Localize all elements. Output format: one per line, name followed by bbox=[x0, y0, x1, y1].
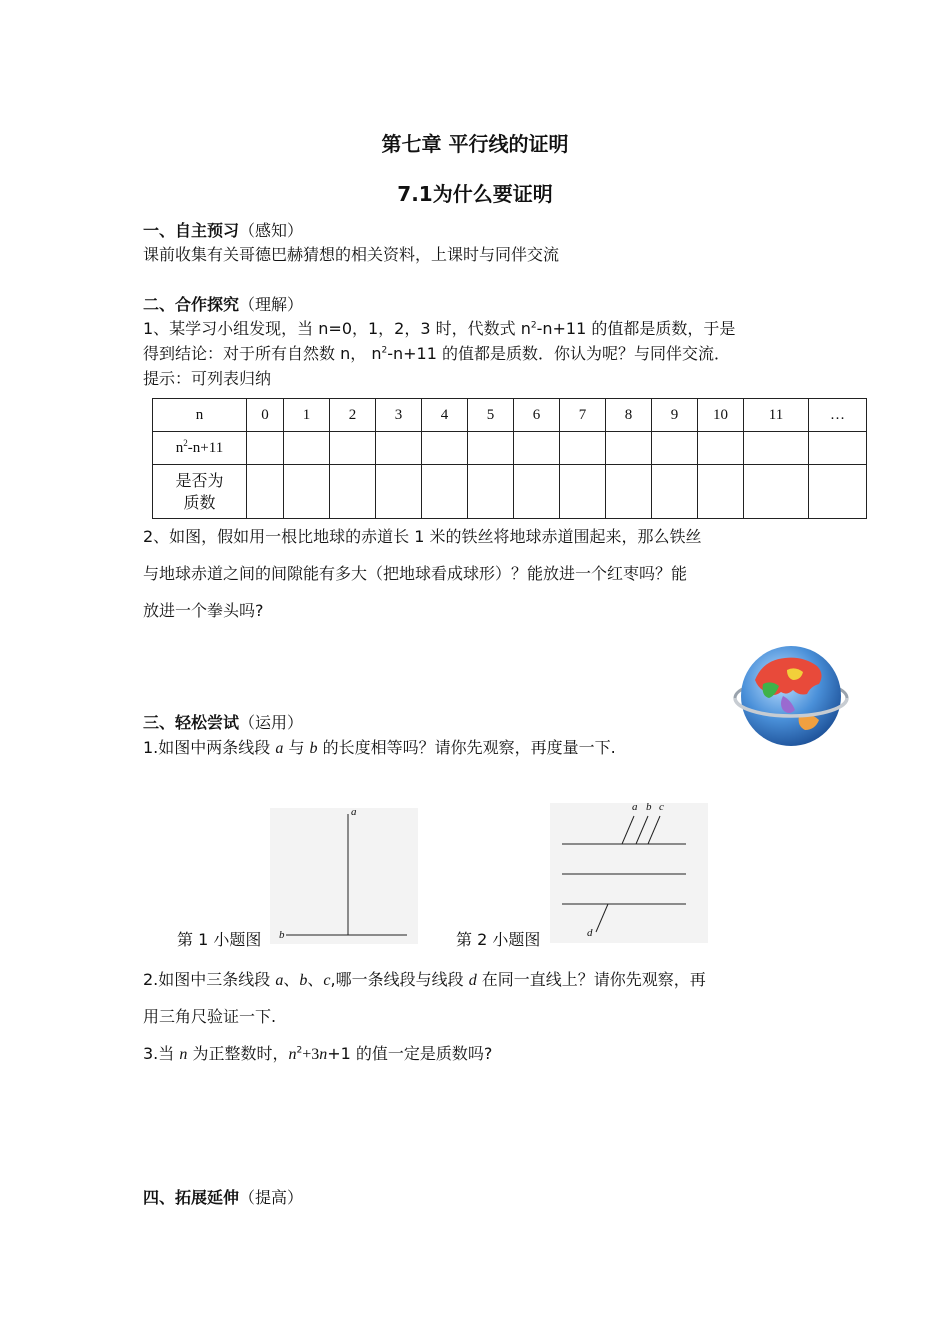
table-col-header: 9 bbox=[652, 399, 698, 432]
table-row3-label bbox=[153, 465, 247, 519]
segment-d bbox=[596, 904, 608, 932]
table-cell[interactable] bbox=[247, 432, 284, 465]
table-col-header: 11 bbox=[744, 399, 809, 432]
table-col-header: 3 bbox=[376, 399, 422, 432]
table-cell[interactable] bbox=[744, 432, 809, 465]
part3-q1-a: 1.如图中两条线段 bbox=[143, 738, 276, 757]
table-cell[interactable] bbox=[560, 432, 606, 465]
figure2-label-d: d bbox=[587, 927, 593, 939]
table-col-header: 2 bbox=[330, 399, 376, 432]
part3-q3-a: 3.当 bbox=[143, 1044, 180, 1063]
part2-hint: 提示：可列表归纳 bbox=[143, 369, 272, 388]
table-cell[interactable] bbox=[330, 465, 376, 519]
exponent: 2 bbox=[381, 345, 388, 356]
part2-q1-line2-b: -n+11 的值都是质数．你认为呢？与同伴交流． bbox=[387, 344, 730, 363]
row2-label-b: -n+11 bbox=[187, 439, 224, 456]
table-cell[interactable] bbox=[376, 465, 422, 519]
table-col-header: 8 bbox=[606, 399, 652, 432]
table-cell[interactable] bbox=[652, 432, 698, 465]
figure2-label-b: b bbox=[646, 801, 652, 813]
var-b: b bbox=[299, 972, 308, 989]
table-cell[interactable] bbox=[560, 465, 606, 519]
var-a: a bbox=[275, 972, 284, 989]
var-a: a bbox=[275, 740, 284, 757]
var-c: c bbox=[323, 972, 331, 989]
part2-q1-line2 bbox=[143, 341, 730, 364]
part3-q2-line1 bbox=[143, 967, 706, 990]
table-col-header: 0 bbox=[247, 399, 284, 432]
part2-heading-text: 二、合作探究 bbox=[143, 295, 240, 314]
part3-tag: （运用） bbox=[239, 713, 304, 732]
sep: 、 bbox=[307, 970, 324, 989]
table-cell[interactable] bbox=[376, 432, 422, 465]
table-cell[interactable] bbox=[330, 432, 376, 465]
table-col-header: 4 bbox=[422, 399, 468, 432]
figure1-diagram bbox=[270, 808, 418, 944]
row2-label-a: n bbox=[175, 439, 184, 456]
table-col-header: 1 bbox=[284, 399, 330, 432]
globe-image bbox=[733, 640, 853, 752]
part3-q1 bbox=[143, 735, 616, 758]
part3-q1-c: 的长度相等吗？请你先观察，再度量一下. bbox=[317, 738, 616, 757]
table-cell[interactable] bbox=[422, 432, 468, 465]
part3-heading bbox=[143, 710, 303, 733]
part2-q1-line1 bbox=[143, 316, 735, 339]
table-cell[interactable] bbox=[652, 465, 698, 519]
var-n: n bbox=[288, 1046, 297, 1063]
table-col-header: 7 bbox=[560, 399, 606, 432]
table-cell[interactable] bbox=[468, 432, 514, 465]
expr-mid: +3 bbox=[302, 1046, 320, 1063]
part3-q2-c: 在同一直线上？请你先观察，再 bbox=[476, 970, 706, 989]
figure2-label-c: c bbox=[659, 801, 664, 813]
part1-tag: （感知） bbox=[239, 221, 304, 240]
table-cell[interactable] bbox=[809, 465, 867, 519]
var-n: n bbox=[179, 1046, 188, 1063]
part3-q3-end: +1 的值一定是质数吗? bbox=[327, 1044, 493, 1063]
part1-text: 课前收集有关哥德巴赫猜想的相关资料，上课时与同伴交流 bbox=[143, 245, 560, 264]
part2-q2-line2: 与地球赤道之间的间隙能有多大（把地球看成球形）？能放进一个红枣吗？能 bbox=[143, 564, 688, 583]
part1-heading-text: 一、自主预习 bbox=[143, 221, 240, 240]
segment-a bbox=[622, 816, 634, 844]
table-row bbox=[153, 465, 867, 519]
table-cell[interactable] bbox=[247, 465, 284, 519]
table-cell[interactable] bbox=[606, 465, 652, 519]
sep: 、 bbox=[283, 970, 300, 989]
part2-q1-line1-a: 1、某学习小组发现，当 n=0，1，2，3 时，代数式 n bbox=[143, 319, 531, 338]
figure1-label-a: a bbox=[351, 806, 357, 818]
induction-table bbox=[152, 398, 867, 519]
part1-heading bbox=[143, 218, 303, 241]
table-cell[interactable] bbox=[422, 465, 468, 519]
figure2-label-a: a bbox=[632, 801, 638, 813]
part3-q2-line2: 用三角尺验证一下. bbox=[143, 1007, 277, 1026]
section-title: 7.1为什么要证明 bbox=[397, 182, 553, 206]
table-cell[interactable] bbox=[514, 432, 560, 465]
part2-q1-line1-b: -n+11 的值都是质数，于是 bbox=[536, 319, 736, 338]
table-cell[interactable] bbox=[744, 465, 809, 519]
part2-tag: （理解） bbox=[239, 295, 304, 314]
part4-heading bbox=[143, 1185, 303, 1208]
table-row bbox=[153, 432, 867, 465]
exponent: 2 bbox=[183, 437, 188, 448]
part2-q2-line1: 2、如图，假如用一根比地球的赤道长 1 米的铁丝将地球赤道围起来，那么铁丝 bbox=[143, 527, 702, 546]
var-n: n bbox=[319, 1046, 328, 1063]
part4-tag: （提高） bbox=[239, 1188, 304, 1207]
part3-q3 bbox=[143, 1041, 492, 1064]
part3-q1-b: 与 bbox=[283, 738, 310, 757]
row3-label-2: 质数 bbox=[183, 492, 216, 512]
table-cell[interactable] bbox=[809, 432, 867, 465]
part2-q1-line2-a: 得到结论：对于所有自然数 n， n bbox=[143, 344, 382, 363]
table-col-header: 6 bbox=[514, 399, 560, 432]
table-cell[interactable] bbox=[606, 432, 652, 465]
chapter-title: 第七章 平行线的证明 bbox=[381, 132, 569, 156]
table-header-label: n bbox=[153, 399, 247, 432]
part3-q2-b: ,哪一条线段与线段 bbox=[330, 970, 469, 989]
table-cell[interactable] bbox=[698, 465, 744, 519]
var-b: b bbox=[309, 740, 318, 757]
part2-heading bbox=[143, 292, 303, 315]
exponent: 2 bbox=[530, 320, 537, 331]
part2-q2-line3: 放进一个拳头吗? bbox=[143, 601, 264, 620]
exponent: 2 bbox=[296, 1045, 303, 1056]
row3-label-1: 是否为 bbox=[175, 470, 224, 490]
table-cell[interactable] bbox=[514, 465, 560, 519]
table-cell[interactable] bbox=[284, 465, 330, 519]
segment-c bbox=[648, 816, 660, 844]
figure2-caption: 第 2 小题图 bbox=[456, 930, 541, 949]
table-row2-label bbox=[153, 432, 247, 465]
segment-b bbox=[636, 816, 648, 844]
part3-q2-a: 2.如图中三条线段 bbox=[143, 970, 276, 989]
table-cell[interactable] bbox=[698, 432, 744, 465]
figure1-caption: 第 1 小题图 bbox=[177, 930, 262, 949]
table-col-header: 10 bbox=[698, 399, 744, 432]
table-cell[interactable] bbox=[468, 465, 514, 519]
table-row bbox=[153, 399, 867, 432]
part3-heading-text: 三、轻松尝试 bbox=[143, 713, 240, 732]
figure1-label-b: b bbox=[279, 929, 285, 941]
var-d: d bbox=[468, 972, 477, 989]
part3-q3-b: 为正整数时， bbox=[187, 1044, 289, 1063]
part4-heading-text: 四、拓展延伸 bbox=[143, 1188, 240, 1207]
figure2-diagram bbox=[550, 803, 708, 943]
table-cell[interactable] bbox=[284, 432, 330, 465]
table-col-header: … bbox=[809, 399, 867, 432]
table-col-header: 5 bbox=[468, 399, 514, 432]
